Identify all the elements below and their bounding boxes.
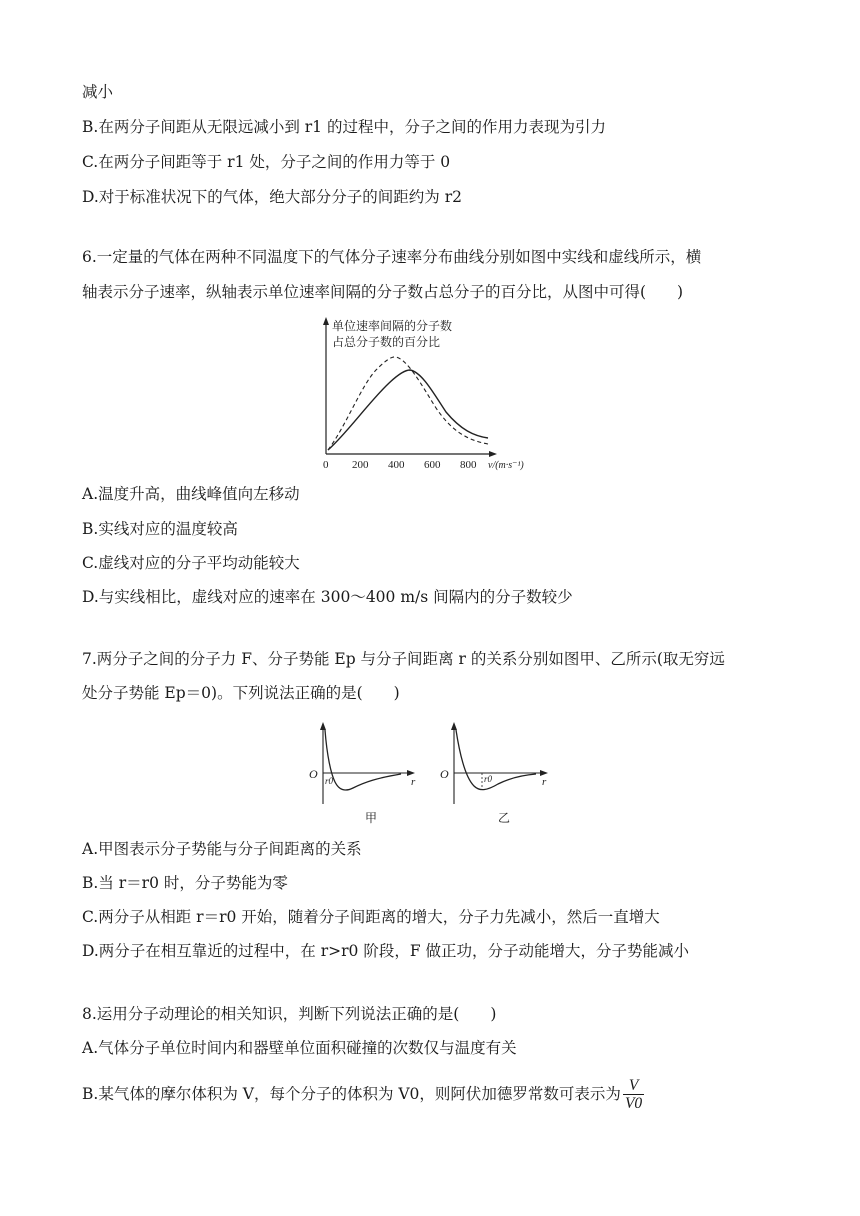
jia-r0-label: r0: [325, 776, 334, 786]
q6-xlabel: v/(m·s⁻¹): [488, 460, 524, 471]
yi-r0-label: r0: [484, 774, 493, 784]
q8-fraction-denominator: V0: [624, 1094, 643, 1112]
q6-option-a: A.温度升高，曲线峰值向左移动: [82, 485, 300, 503]
q7-option-d: D.两分子在相互靠近的过程中，在 r>r0 阶段，F 做正功，分子动能增大，分子势能减小: [82, 942, 690, 960]
q7-stem-line1: 7.两分子之间的分子力 F、分子势能 Ep 与分子间距离 r 的关系分别如图甲、乙所示(取无穷远: [82, 650, 725, 668]
q7-figure-jia: [305, 716, 425, 826]
q8-option-a: A.气体分子单位时间内和器壁单位面积碰撞的次数仅与温度有关: [82, 1039, 517, 1057]
q6-option-d: D.与实线相比，虚线对应的速率在 300～400 m/s 间隔内的分子数较少: [82, 588, 573, 606]
q6-x-arrow-icon: [489, 451, 497, 457]
yi-potential-curve: [456, 730, 536, 790]
jia-y-arrow-icon: [320, 722, 326, 730]
q6-stem-line1: 6.一定量的气体在两种不同温度下的气体分子速率分布曲线分别如图中实线和虚线所示，横: [82, 248, 702, 266]
q8-option-b: B.某气体的摩尔体积为 V，每个分子的体积为 V0，则阿伏加德罗常数可表示为: [82, 1085, 621, 1103]
q5-continuation: 减小: [82, 83, 114, 101]
q8-fraction: [623, 1077, 644, 1112]
q6-y-arrow-icon: [323, 317, 329, 325]
q8-option-b-row: [82, 1072, 644, 1116]
q6-option-b: B.实线对应的温度较高: [82, 520, 238, 538]
q7-figure-yi: [432, 716, 557, 826]
q6-xtick-800: 800: [460, 459, 477, 471]
yi-y-arrow-icon: [451, 722, 457, 730]
q7-stem-line2: 处分子势能 Ep＝0)。下列说法正确的是( ): [82, 684, 400, 702]
q6-option-c: C.虚线对应的分子平均动能较大: [82, 554, 300, 572]
jia-force-curve: [325, 730, 401, 790]
jia-caption: 甲: [365, 811, 378, 825]
q6-stem-line2: 轴表示分子速率，纵轴表示单位速率间隔的分子数占总分子的百分比，从图中可得( ): [82, 283, 684, 301]
q7-option-a: A.甲图表示分子势能与分子间距离的关系: [82, 840, 362, 858]
q5-option-b: B.在两分子间距从无限远减小到 r1 的过程中，分子之间的作用力表现为引力: [82, 118, 606, 136]
q6-xtick-600: 600: [424, 459, 441, 471]
q6-x-ticks: [323, 459, 477, 471]
q8-stem: 8.运用分子动理论的相关知识，判断下列说法正确的是( ): [82, 1005, 497, 1023]
q7-option-b: B.当 r＝r0 时，分子势能为零: [82, 874, 288, 892]
jia-origin-label: O: [309, 767, 318, 781]
q7-option-c: C.两分子从相距 r＝r0 开始，随着分子间距离的增大，分子力先减小，然后一直增大: [82, 908, 660, 926]
q6-xtick-200: 200: [352, 459, 369, 471]
q6-ylabel-line2: 占总分子数的百分比: [332, 335, 441, 349]
q6-solid-curve: [328, 370, 488, 450]
q6-xtick-0: 0: [323, 459, 329, 471]
jia-r-label: r: [411, 776, 416, 788]
yi-r-label: r: [542, 776, 547, 788]
q5-option-c: C.在两分子间距等于 r1 处，分子之间的作用力等于 0: [82, 153, 451, 171]
q6-speed-distribution-figure: [316, 316, 546, 476]
yi-origin-label: O: [440, 767, 449, 781]
yi-caption: 乙: [498, 811, 511, 825]
q6-xtick-400: 400: [388, 459, 405, 471]
q8-fraction-numerator: V: [623, 1077, 644, 1095]
q5-option-d: D.对于标准状况下的气体，绝大部分分子的间距约为 r2: [82, 188, 463, 206]
q6-ylabel-line1: 单位速率间隔的分子数: [332, 319, 453, 333]
